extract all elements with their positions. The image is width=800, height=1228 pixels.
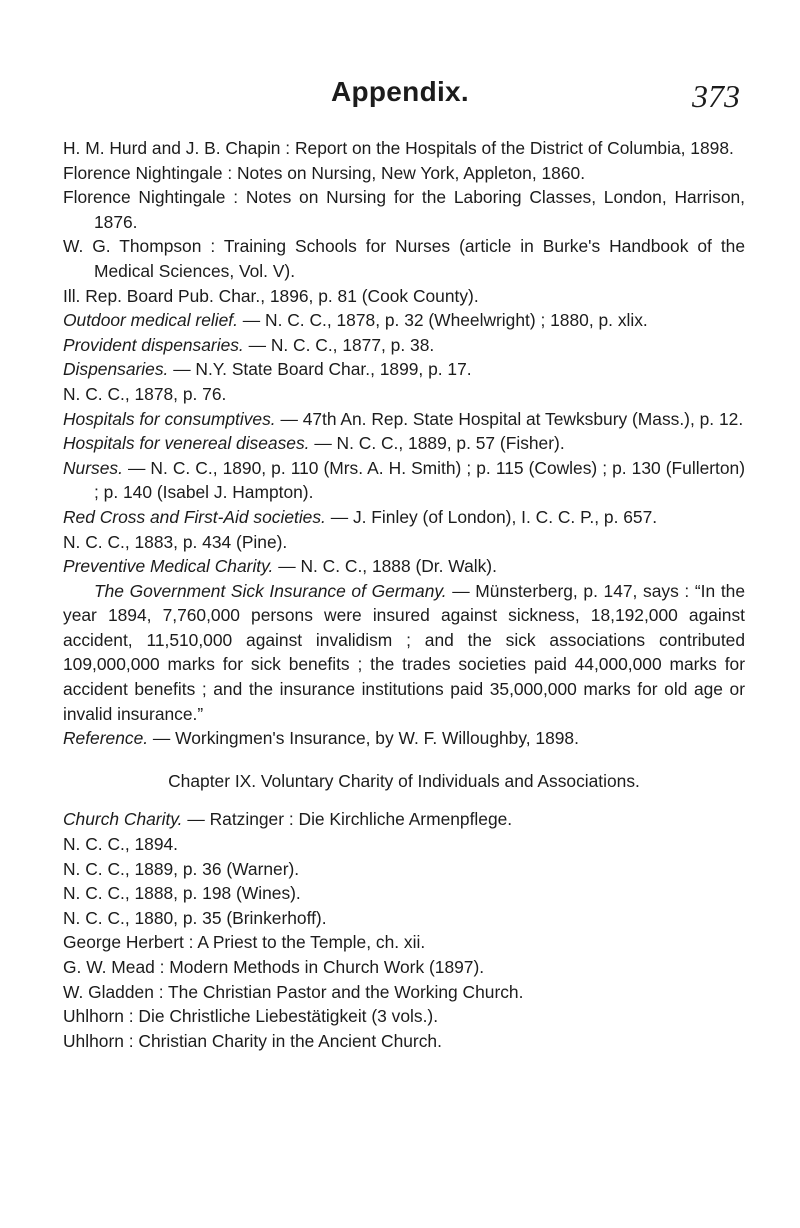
bibliography-entry <box>63 407 745 432</box>
entry-text: N. C. C., 1889, p. 36 (Warner). <box>63 858 300 879</box>
entry-text: — N. C. C., 1890, p. 110 (Mrs. A. H. Smith) ; p. 115 (Cowles) ; p. 130 (Fullerton) ; p. 140 (Isabel J. Hampton). <box>94 457 745 503</box>
entry-text: N. C. C., 1880, p. 35 (Brinkerhoff). <box>63 907 327 928</box>
entry-text: Florence Nightingale : Notes on Nursing for the Laboring Classes, London, Harrison, 1876. <box>63 187 745 232</box>
entry-text: — N.Y. State Board Char., 1899, p. 17. <box>168 359 472 380</box>
reference-entry <box>63 726 745 751</box>
bibliography-entry <box>63 234 745 283</box>
entry-text: Uhlhorn : Christian Charity in the Ancient Church. <box>63 1030 442 1051</box>
entry-text: — N. C. C., 1889, p. 57 (Fisher). <box>309 433 565 454</box>
entry-text: — Ratzinger : Die Kirchliche Armenpflege. <box>182 809 513 830</box>
bibliography-entry <box>63 456 745 505</box>
paragraph-topic: The Government Sick Insurance of Germany. <box>94 580 447 601</box>
entry-topic: Church Charity. <box>63 809 183 830</box>
bibliography-entry <box>63 161 745 186</box>
entry-text: W. Gladden : The Christian Pastor and the Working Church. <box>63 981 524 1002</box>
entry-text: N. C. C., 1894. <box>63 834 179 855</box>
entry-text: — N. C. C., 1888 (Dr. Walk). <box>273 556 497 577</box>
entry-topic: Hospitals for consumptives. <box>63 408 276 429</box>
bibliography-entry <box>63 881 745 906</box>
bibliography-entry <box>63 505 745 530</box>
reference-topic: Reference. <box>63 728 149 749</box>
bibliography-entry <box>63 955 745 980</box>
chapter-heading: Chapter IX. Voluntary Charity of Individuals and Associations. <box>168 770 640 791</box>
entry-text: G. W. Mead : Modern Methods in Church Work (1897). <box>63 957 485 977</box>
page-header <box>0 72 800 132</box>
paragraph-text: — Münsterberg, p. 147, says : “In the year 1894, 7,760,000 persons were insured against sickness, 18,192,000 against accident, 11,510,000 against invalidism ; and the sick associations contributed 109,000,000 marks for sick benefits ; the trades societies paid 44,000,000 marks for accident benefits ; and the insurance institutions paid 35,000,000 marks for old age or invalid insurance.” <box>63 580 745 724</box>
bibliography-entry <box>63 1004 745 1029</box>
bibliography-entry <box>63 554 745 579</box>
entry-text: H. M. Hurd and J. B. Chapin : Report on the Hospitals of the District of Columbia, 1898. <box>63 138 734 158</box>
entry-text: N. C. C., 1883, p. 434 (Pine). <box>63 531 288 552</box>
entry-text: — N. C. C., 1877, p. 38. <box>243 334 435 355</box>
insurance-paragraph <box>63 579 745 727</box>
bibliography-entry <box>63 357 745 382</box>
page-body <box>63 136 745 1053</box>
entry-text: Uhlhorn : Die Christliche Liebestätigkeit (3 vols.). <box>63 1006 439 1027</box>
church-charity-list <box>63 807 745 1053</box>
entry-text: Florence Nightingale : Notes on Nursing, New York, Appleton, 1860. <box>63 162 586 183</box>
bibliography-entry <box>63 431 745 456</box>
entry-text: George Herbert : A Priest to the Temple, ch. xii. <box>63 932 426 953</box>
page-number: 373 <box>692 78 740 114</box>
entry-text: — J. Finley (of London), I. C. C. P., p. 657. <box>325 506 658 527</box>
entry-topic: Nurses. <box>63 457 123 478</box>
bibliography-entry <box>63 185 745 234</box>
bibliography-entry <box>63 136 745 161</box>
bibliography-entry <box>63 284 745 309</box>
entry-topic: Red Cross and First-Aid societies. <box>63 506 326 527</box>
bibliography-list <box>63 136 745 579</box>
entry-text: N. C. C., 1888, p. 198 (Wines). <box>63 883 301 904</box>
bibliography-entry <box>63 857 745 882</box>
bibliography-entry <box>63 906 745 931</box>
bibliography-entry <box>63 930 745 955</box>
entry-topic: Hospitals for venereal diseases. <box>63 433 310 454</box>
running-title: Appendix. <box>330 76 470 107</box>
bibliography-entry <box>63 308 745 333</box>
entry-topic: Preventive Medical Charity. <box>63 556 274 577</box>
entry-text: — 47th An. Rep. State Hospital at Tewksbury (Mass.), p. 12. <box>275 408 744 429</box>
bibliography-entry <box>63 333 745 358</box>
bibliography-entry <box>63 1029 745 1054</box>
bibliography-entry <box>63 530 745 555</box>
entry-topic: Provident dispensaries. <box>63 334 244 355</box>
entry-text: — N. C. C., 1878, p. 32 (Wheelwright) ; 1880, p. xlix. <box>237 310 648 331</box>
entry-topic: Outdoor medical relief. <box>63 310 238 331</box>
reference-text: — Workingmen's Insurance, by W. F. Willoughby, 1898. <box>148 728 579 749</box>
bibliography-entry <box>63 807 745 832</box>
entry-topic: Dispensaries. <box>63 359 169 380</box>
entry-text: Ill. Rep. Board Pub. Char., 1896, p. 81 (Cook County). <box>63 285 479 306</box>
bibliography-entry <box>63 832 745 857</box>
entry-text: W. G. Thompson : Training Schools for Nurses (article in Burke's Handbook of the Medical Sciences, Vol. V). <box>63 236 745 281</box>
bibliography-entry <box>63 382 745 407</box>
entry-text: N. C. C., 1878, p. 76. <box>63 383 227 404</box>
bibliography-entry <box>63 980 745 1005</box>
